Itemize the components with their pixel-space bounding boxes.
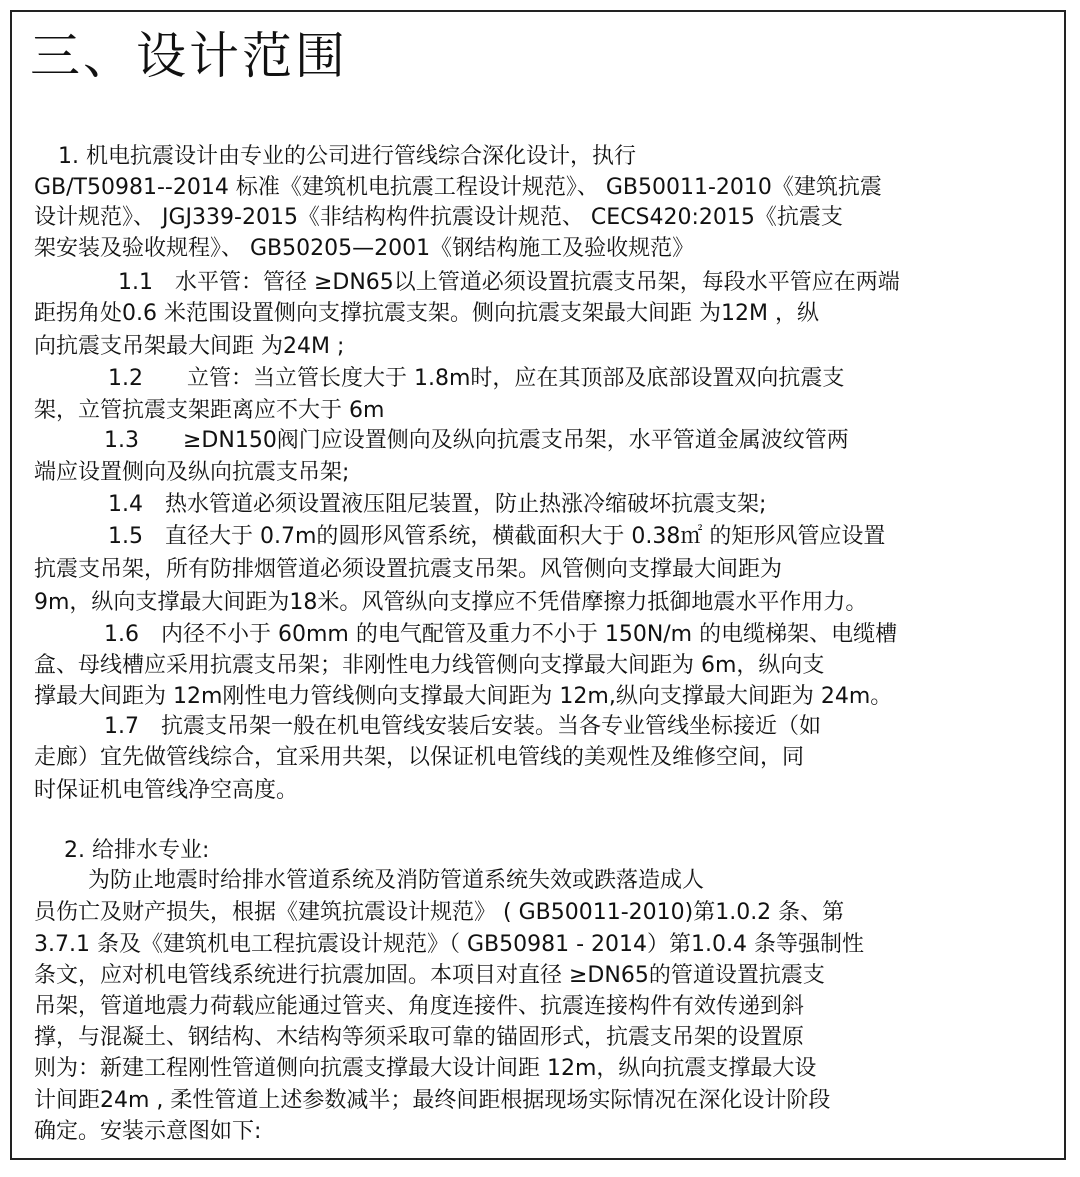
text-line: 吊架，管道地震力荷载应能通过管夹、角度连接件、抗震连接构件有效传递到斜 xyxy=(34,994,805,1019)
text-line: 条文，应对机电管线系统进行抗震加固。本项目对直径 ≥DN65的管道设置抗震支 xyxy=(34,963,825,988)
text-line: 1.3 ≥DN150阀门应设置侧向及纵向抗震支吊架，水平管道金属波纹管两 xyxy=(104,428,849,453)
text-line: 向抗震支吊架最大间距 为24M ; xyxy=(34,334,345,359)
text-line: 架安装及验收规程》、 GB50205—2001《钢结构施工及验收规范》 xyxy=(34,236,695,261)
text-line: 端应设置侧向及纵向抗震支吊架; xyxy=(34,460,350,485)
text-line: 1.6 内径不小于 60mm 的电气配管及重力不小于 150N/m 的电缆梯架、电缆槽 xyxy=(104,622,898,647)
text-line: 计间距24m , 柔性管道上述参数减半；最终间距根据现场实际情况在深化设计阶段 xyxy=(34,1088,831,1113)
text-line: 1.5 直径大于 0.7m的圆形风管系统，横截面积大于 0.38㎡ 的矩形风管应设置 xyxy=(108,524,886,549)
section-2-heading: 2. 给排水专业: xyxy=(64,838,210,863)
text-line: 则为：新建工程刚性管道侧向抗震支撑最大设计间距 12m，纵向抗震支撑最大设 xyxy=(34,1056,817,1081)
text-line: 1.7 抗震支吊架一般在机电管线安装后安装。当各专业管线坐标接近（如 xyxy=(104,714,821,739)
page-title: 三、设计范围 xyxy=(30,27,348,85)
text-line: 9m，纵向支撑最大间距为18米。风管纵向支撑应不凭借摩擦力抵御地震水平作用力。 xyxy=(34,590,868,615)
text-line: 确定。安装示意图如下: xyxy=(34,1119,262,1144)
text-line: 1.4 热水管道必须设置液压阻尼装置，防止热涨冷缩破坏抗震支架; xyxy=(108,492,767,517)
text-line: 为防止地震时给排水管道系统及消防管道系统失效或跌落造成人 xyxy=(88,868,705,893)
text-line: 3.7.1 条及《建筑机电工程抗震设计规范》（ GB50981 - 2014）第1.0.4 条等强制性 xyxy=(34,932,864,957)
text-line: 架，立管抗震支架距离应不大于 6m xyxy=(34,398,385,423)
text-line: 走廊）宜先做管线综合，宜采用共架，以保证机电管线的美观性及维修空间，同 xyxy=(34,745,805,770)
text-line: 撑，与混凝土、钢结构、木结构等须采取可靠的锚固形式，抗震支吊架的设置原 xyxy=(34,1025,805,1050)
text-line: 抗震支吊架，所有防排烟管道必须设置抗震支吊架。风管侧向支撑最大间距为 xyxy=(34,557,783,582)
text-line: 1.1 水平管：管径 ≥DN65以上管道必须设置抗震支吊架，每段水平管应在两端 xyxy=(118,270,900,295)
text-line: 1.2 立管：当立管长度大于 1.8m时，应在其顶部及底部设置双向抗震支 xyxy=(108,366,845,391)
text-line: 1. 机电抗震设计由专业的公司进行管线综合深化设计，执行 xyxy=(58,144,636,169)
text-line: 撑最大间距为 12m刚性电力管线侧向支撑最大间距为 12m,纵向支撑最大间距为 24m。 xyxy=(34,684,893,709)
text-line: 设计规范》、 JGJ339-2015《非结构构件抗震设计规范、 CECS420:2015《抗震支 xyxy=(34,205,843,230)
text-line: GB/T50981--2014 标准《建筑机电抗震工程设计规范》、 GB50011-2010《建筑抗震 xyxy=(34,175,882,200)
text-line: 距拐角处0.6 米范围设置侧向支撑抗震支架。侧向抗震支架最大间距 为12M ，纵 xyxy=(34,301,819,326)
text-line: 时保证机电管线净空高度。 xyxy=(34,778,299,803)
text-line: 盒、母线槽应采用抗震支吊架；非刚性电力线管侧向支撑最大间距为 6m，纵向支 xyxy=(34,653,825,678)
text-line: 员伤亡及财产损失，根据《建筑抗震设计规范》 ( GB50011-2010)第1.0.2 条、第 xyxy=(34,900,845,925)
